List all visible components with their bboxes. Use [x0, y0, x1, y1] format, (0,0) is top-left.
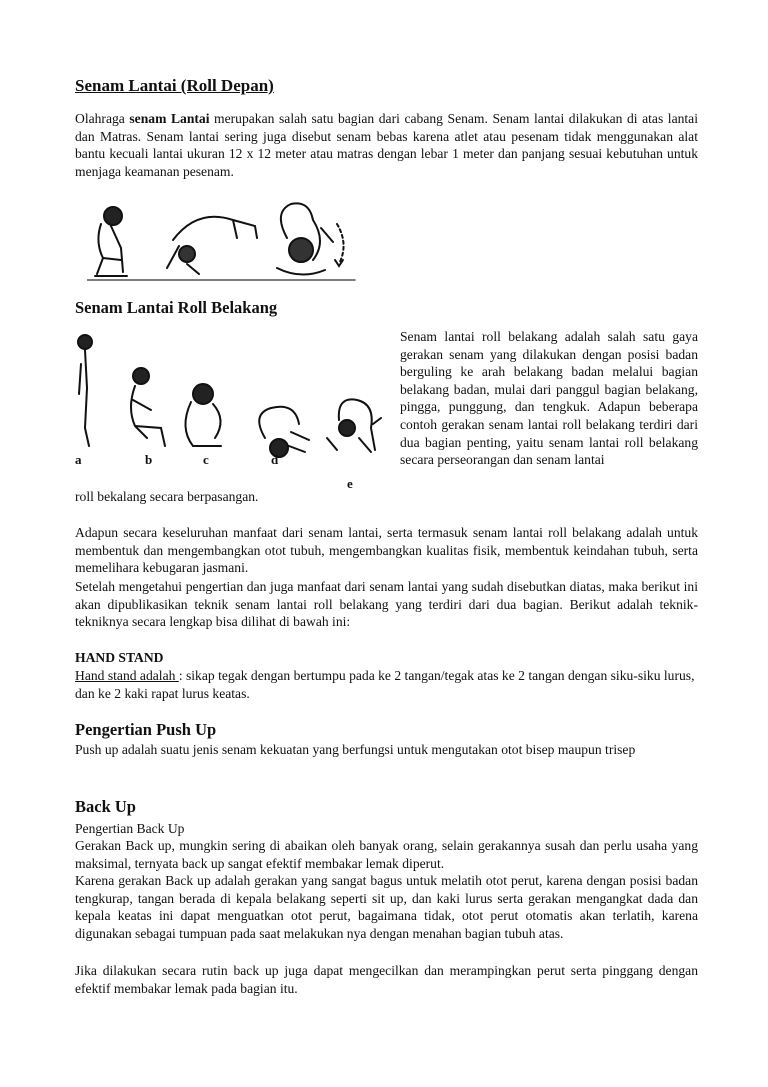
section-title-roll-depan: Senam Lantai (Roll Depan) [75, 76, 274, 95]
section-title-hand-stand: HAND STAND [75, 650, 164, 665]
paragraph-roll-belakang-side: Senam lantai roll belakang adalah salah satu gaya gerakan senam yang dilakukan dengan posisi badan berguling ke arah belakang badan melalui bagian belakang badan, mulai dari panggul bagian belakang, pingga, punggung, dan tengkuk. Adapun beberapa contoh gerakan senam lantai roll belakang terdiri dari dua bagian penting, yaitu senam lantai roll belakang secara perseorangan dan senam lantai [400, 329, 698, 468]
text-run: merupakan salah satu bagian dari cabang Senam. Senam lantai dilakukan di atas lantai dan Matras. Senam lantai sering juga disebut senam bebas karena atlet atau pesenam tidak menggunakan alat bantu kecuali lantai ukuran 12 x 12 meter atau matras dengan lebar 1 meter dan panjang sesuai kebutuhan untuk menjaga keamanan pesenam. [75, 111, 698, 179]
bold-term: senam Lantai [129, 111, 210, 126]
figure-label-a: a [75, 452, 82, 467]
paragraph-back-up-3: Jika dilakukan secara rutin back up juga dapat mengecilkan dan merampingkan perut serta pinggang dengan efektif membakar lemak pada bagian itu. [75, 963, 698, 996]
paragraph-hand-stand [75, 667, 698, 702]
figure-label-d: d [271, 452, 279, 467]
figure-label-e: e [347, 476, 353, 488]
text-run: Olahraga [75, 111, 130, 126]
paragraph-back-up-1: Gerakan Back up, mungkin sering di abaikan oleh banyak orang, selain gerakannya susah dan perlu usaha yang maksimal, ternyata back up sangat efektif membakar lemak diperut. [75, 838, 698, 871]
paragraph-back-up-2: Karena gerakan Back up adalah gerakan yang sangat bagus untuk melatih otot perut, karena dengan posisi badan tengkurap, tangan berada di kepala belakang seperti sit up, dan kaki lurus serta gerakan mengangkat dada dan kepala keatas ini dapat menguatkan otot perut, bagaimana tidak, otot perut otomatis akan terlatih, karena digunakan sebagai tumpuan pada saat melakukan nya dengan menahan bagian tubuh atas. [75, 873, 698, 941]
backward-roll-illustration [75, 328, 390, 488]
backward-roll-figure [75, 328, 390, 488]
forward-roll-illustration [87, 198, 357, 288]
paragraph-manfaat: Adapun secara keseluruhan manfaat dari senam lantai, serta termasuk senam lantai roll belakang adalah untuk membentuk dan mengembangkan otot tubuh, mengembangkan kualitas fisik, membentuk keindahan tubuh, serta memelihara kebugaran jasmani. [75, 525, 698, 576]
paragraph-roll-belakang-continued: roll bekalang secara berpasangan. [75, 489, 259, 504]
section-title-push-up: Pengertian Push Up [75, 720, 217, 739]
paragraph-teknik: Setelah mengetahui pengertian dan juga manfaat dari senam lantai yang sudah disebutkan diatas, maka berikut ini akan dipublikasikan teknik senam lantai roll belakang yang terdiri dari dua bagian. Berikut adalah teknik-tekniknya secara lengkap bisa dilihat di bawah ini: [75, 579, 698, 630]
section-title-back-up: Back Up [75, 797, 136, 816]
paragraph-push-up: Push up adalah suatu jenis senam kekuatan yang berfungsi untuk mengutakan otot bisep maupun trisep [75, 742, 636, 757]
hand-stand-term: Hand stand adalah [75, 668, 179, 683]
back-up-subtitle: Pengertian Back Up [75, 821, 185, 836]
hand-stand-definition: : sikap tegak dengan bertumpu pada ke 2 tangan/tegak atas ke 2 tangan dengan siku-siku lurus, dan ke 2 kaki rapat lurus keatas. [75, 668, 695, 701]
figure-label-b: b [145, 452, 153, 467]
paragraph-roll-depan [75, 110, 698, 180]
figure-label-c: c [203, 452, 209, 467]
forward-roll-figure [87, 198, 357, 288]
section-title-roll-belakang: Senam Lantai Roll Belakang [75, 298, 278, 317]
